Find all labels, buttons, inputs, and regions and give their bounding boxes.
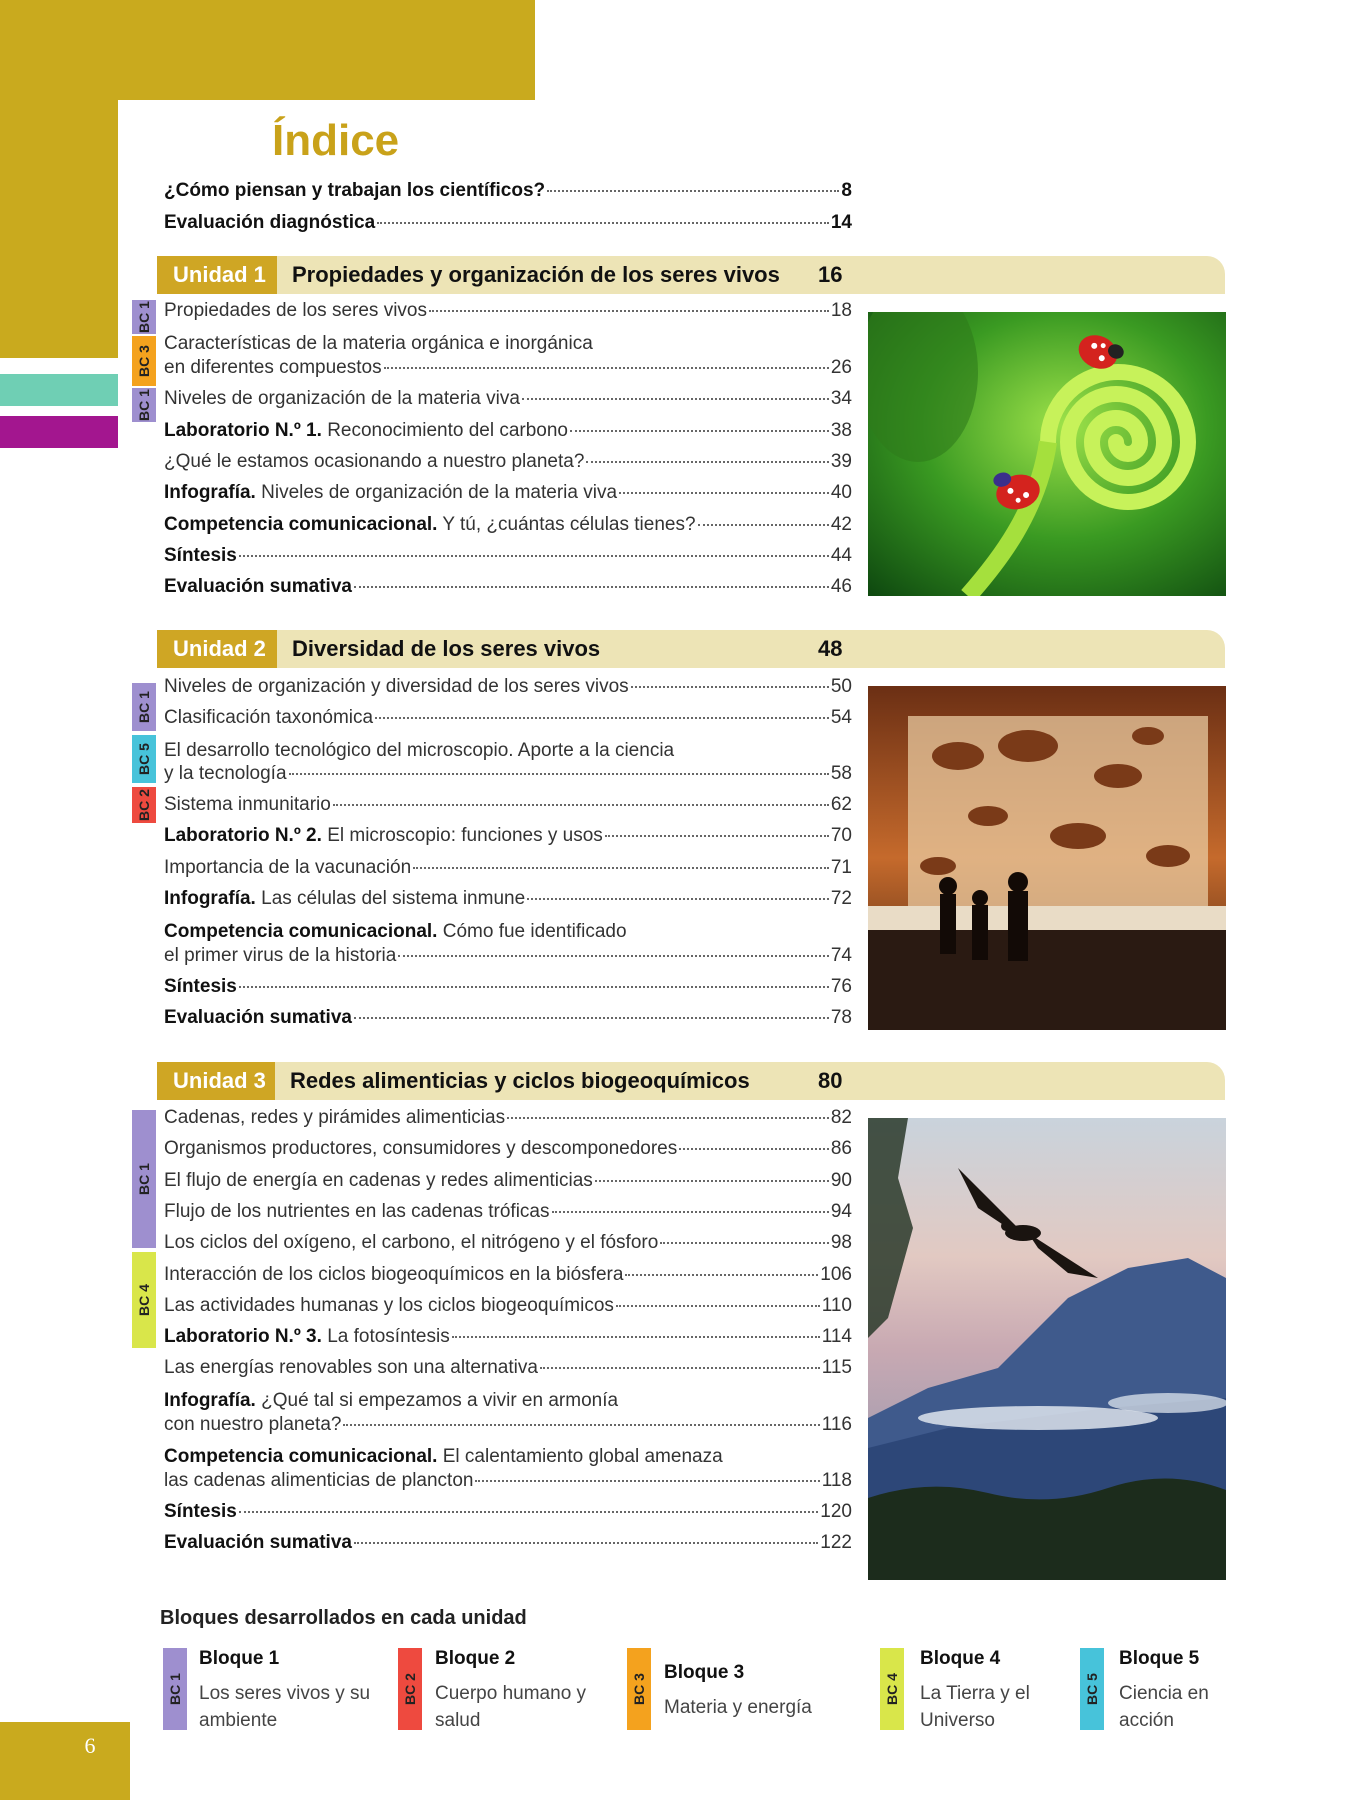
toc-label: Evaluación diagnóstica — [164, 212, 376, 233]
block-tag-bc1: BC 1 — [132, 388, 156, 422]
toc-row[interactable] — [164, 1414, 852, 1444]
block-tag-bc2: BC 2 — [132, 787, 156, 823]
toc-label: Las actividades humanas y los ciclos biogeoquímicos — [164, 1295, 614, 1316]
toc-row[interactable] — [164, 420, 852, 450]
legend-bar-bc2: BC 2 — [398, 1648, 422, 1730]
toc-page: 38 — [830, 420, 852, 441]
toc-page: 18 — [830, 300, 852, 321]
toc-label-bold: Competencia comunicacional. — [164, 514, 438, 535]
toc-leader — [384, 367, 829, 369]
toc-label: con nuestro planeta? — [164, 1414, 342, 1435]
toc-label-bold: Evaluación sumativa — [164, 1007, 352, 1028]
toc-leader — [413, 867, 829, 869]
toc-row[interactable] — [164, 357, 852, 387]
toc-leader — [698, 524, 829, 526]
toc-row[interactable] — [164, 300, 852, 330]
side-gold-strip — [0, 100, 118, 358]
toc-label-bold: Infografía. — [164, 888, 256, 909]
toc-page: 14 — [830, 212, 852, 233]
toc-leader — [527, 898, 829, 900]
toc-row[interactable] — [164, 1138, 852, 1168]
toc-page: 54 — [830, 707, 852, 728]
toc-label: Las células del sistema inmune — [261, 888, 526, 909]
toc-page: 78 — [830, 1007, 852, 1028]
toc-label: Flujo de los nutrientes en las cadenas tróficas — [164, 1201, 550, 1222]
toc-row[interactable] — [164, 794, 852, 824]
toc-row[interactable] — [164, 1007, 852, 1037]
toc-label: La fotosíntesis — [327, 1326, 450, 1347]
toc-row[interactable] — [164, 1532, 852, 1562]
legend-bar-bc1: BC 1 — [163, 1648, 187, 1730]
toc-row[interactable] — [164, 945, 852, 975]
toc-label-line1: Competencia comunicacional. Cómo fue identificado — [164, 921, 627, 942]
toc-leader — [289, 773, 829, 775]
toc-leader — [595, 1180, 829, 1182]
toc-page: 8 — [841, 180, 852, 201]
toc-page: 50 — [830, 676, 852, 697]
legend-title: Bloque 4 — [920, 1648, 1001, 1669]
toc-row[interactable] — [164, 180, 852, 210]
unit-1-page: 16 — [818, 262, 843, 287]
toc-page: 118 — [821, 1470, 852, 1491]
block-tag-bc3: BC 3 — [132, 336, 156, 386]
toc-page: 26 — [830, 357, 852, 378]
toc-row[interactable] — [164, 1264, 852, 1294]
legend-desc: La Tierra y el Universo — [920, 1683, 1030, 1731]
block-tag-bc1: BC 1 — [132, 300, 156, 334]
toc-label: las cadenas alimenticias de plancton — [164, 1470, 474, 1491]
toc-leader — [605, 835, 829, 837]
toc-row[interactable] — [164, 451, 852, 481]
unit-3-title: Redes alimenticias y ciclos biogeoquímicos — [290, 1068, 750, 1093]
toc-row[interactable] — [164, 825, 852, 855]
toc-page: 122 — [820, 1532, 852, 1553]
toc-label: en diferentes compuestos — [164, 357, 382, 378]
toc-label: ¿Cómo piensan y trabajan los científicos? — [164, 180, 546, 201]
toc-label: Niveles de organización y diversidad de los seres vivos — [164, 676, 629, 697]
toc-label-bold: Síntesis — [164, 1501, 237, 1522]
toc-page: 120 — [820, 1501, 852, 1522]
toc-label: Propiedades de los seres vivos — [164, 300, 427, 321]
page-number: 6 — [84, 1733, 96, 1758]
unit-2-page: 48 — [818, 636, 843, 661]
toc-label-bold: Síntesis — [164, 545, 237, 566]
toc-label: Organismos productores, consumidores y descomponedores — [164, 1138, 678, 1159]
museum-exhibit-photo — [868, 686, 1226, 1030]
toc-label-bold: Laboratorio N.º 3. — [164, 1326, 322, 1347]
toc-label-bold: Infografía. — [164, 482, 256, 503]
toc-row[interactable] — [164, 888, 852, 918]
toc-label: Reconocimiento del carbono — [327, 420, 568, 441]
legend-title: Bloque 1 — [199, 1648, 280, 1669]
toc-page: 115 — [821, 1357, 852, 1378]
toc-label: Niveles de organización de la materia viva — [164, 388, 520, 409]
toc-label: Cadenas, redes y pirámides alimenticias — [164, 1107, 506, 1128]
block-tag-bc1: BC 1 — [132, 1110, 156, 1248]
toc-page: 58 — [830, 763, 852, 784]
toc-row[interactable] — [164, 212, 852, 242]
toc-leader — [619, 492, 829, 494]
toc-row[interactable] — [164, 763, 852, 793]
ladybugs-fern-photo — [868, 312, 1226, 596]
block-tag-bc4: BC 4 — [132, 1252, 156, 1348]
toc-row[interactable] — [164, 514, 852, 544]
toc-row[interactable] — [164, 1232, 852, 1262]
toc-leader — [333, 804, 829, 806]
unit-1-tag: Unidad 1 — [157, 256, 277, 294]
unit-2-tag: Unidad 2 — [157, 630, 277, 668]
toc-leader — [398, 955, 829, 957]
toc-label: Interacción de los ciclos biogeoquímicos en la biósfera — [164, 1264, 624, 1285]
legend-desc: Cuerpo humano y salud — [435, 1683, 587, 1731]
toc-leader — [586, 461, 828, 463]
toc-leader — [570, 430, 829, 432]
toc-leader — [507, 1117, 829, 1119]
toc-label: Sistema inmunitario — [164, 794, 331, 815]
toc-row[interactable] — [164, 1357, 852, 1387]
toc-leader — [475, 1480, 819, 1482]
toc-page: 82 — [830, 1107, 852, 1128]
toc-leader — [540, 1367, 820, 1369]
toc-page: 72 — [830, 888, 852, 909]
toc-label-bold: Síntesis — [164, 976, 237, 997]
toc-label: Niveles de organización de la materia viva — [261, 482, 618, 503]
header-gold-block — [0, 0, 535, 100]
unit-3-page: 80 — [818, 1068, 843, 1093]
toc-page: 40 — [830, 482, 852, 503]
toc-row[interactable] — [164, 1107, 852, 1137]
toc-page: 42 — [830, 514, 852, 535]
toc-row[interactable] — [164, 1170, 852, 1200]
block-tag-bc5: BC 5 — [132, 735, 156, 783]
toc-leader — [239, 1511, 818, 1513]
toc-leader — [547, 190, 839, 192]
legend-title: Bloque 5 — [1119, 1648, 1200, 1669]
legend-desc: Materia y energía — [664, 1697, 812, 1718]
toc-leader — [522, 398, 829, 400]
toc-page: 44 — [830, 545, 852, 566]
toc-label: Y tú, ¿cuántas células tienes? — [442, 514, 696, 535]
toc-leader — [239, 986, 829, 988]
toc-label-bold: Laboratorio N.º 1. — [164, 420, 322, 441]
toc-label-line1: Infografía. ¿Qué tal si empezamos a vivir en armonía — [164, 1390, 619, 1411]
toc-page: 62 — [830, 794, 852, 815]
unit-1-title: Propiedades y organización de los seres vivos — [292, 262, 780, 287]
toc-label: Las energías renovables son una alternativa — [164, 1357, 538, 1378]
toc-page: 116 — [821, 1414, 852, 1435]
toc-label: y la tecnología — [164, 763, 287, 784]
toc-page: 70 — [830, 825, 852, 846]
toc-label: Clasificación taxonómica — [164, 707, 374, 728]
toc-row[interactable] — [164, 482, 852, 512]
toc-row[interactable] — [164, 576, 852, 606]
legend-heading: Bloques desarrollados en cada unidad — [160, 1607, 527, 1629]
unit-3-tag: Unidad 3 — [157, 1062, 275, 1100]
toc-page: 71 — [830, 857, 852, 878]
toc-page: 90 — [830, 1170, 852, 1191]
toc-row[interactable] — [164, 707, 852, 737]
toc-leader — [377, 222, 829, 224]
toc-leader — [239, 555, 829, 557]
toc-page: 98 — [830, 1232, 852, 1253]
toc-leader — [375, 717, 829, 719]
legend-bar-bc5: BC 5 — [1080, 1648, 1104, 1730]
unit-2-title: Diversidad de los seres vivos — [292, 636, 601, 661]
toc-row[interactable] — [164, 1295, 852, 1325]
toc-label-line1: El desarrollo tecnológico del microscopio. Aporte a la ciencia — [164, 740, 675, 761]
toc-page: 39 — [830, 451, 852, 472]
toc-page: 86 — [830, 1138, 852, 1159]
toc-row[interactable] — [164, 976, 852, 1006]
toc-page: 106 — [820, 1264, 852, 1285]
toc-label-line1: Características de la materia orgánica e inorgánica — [164, 333, 593, 354]
toc-label: Importancia de la vacunación — [164, 857, 412, 878]
toc-label-bold: Evaluación sumativa — [164, 1532, 352, 1553]
toc-label-bold: Laboratorio N.º 2. — [164, 825, 322, 846]
legend-desc: Los seres vivos y su ambiente — [199, 1683, 371, 1731]
side-teal-strip — [0, 374, 118, 406]
condor-mountains-photo — [868, 1118, 1226, 1580]
toc-page: 46 — [830, 576, 852, 597]
page-title: Índice — [272, 116, 400, 165]
toc-label: El flujo de energía en cadenas y redes alimenticias — [164, 1170, 593, 1191]
legend-title: Bloque 3 — [664, 1662, 745, 1683]
toc-leader — [452, 1336, 820, 1338]
toc-row[interactable] — [164, 1501, 852, 1531]
toc-leader — [354, 1542, 818, 1544]
block-tag-bc1: BC 1 — [132, 683, 156, 731]
toc-page: 94 — [830, 1201, 852, 1222]
toc-leader — [354, 1017, 829, 1019]
legend-bar-bc3: BC 3 — [627, 1648, 651, 1730]
toc-page: 34 — [830, 388, 852, 409]
toc-leader — [343, 1424, 819, 1426]
toc-row[interactable] — [164, 1326, 852, 1356]
legend-title: Bloque 2 — [435, 1648, 516, 1669]
toc-label: el primer virus de la historia — [164, 945, 397, 966]
toc-label-bold: Evaluación sumativa — [164, 576, 352, 597]
toc-leader — [631, 686, 829, 688]
toc-row[interactable] — [164, 857, 852, 887]
toc-page: 76 — [830, 976, 852, 997]
legend-desc: Ciencia en acción — [1119, 1683, 1209, 1731]
toc-page: 74 — [830, 945, 852, 966]
toc-leader — [616, 1305, 820, 1307]
toc-label-line1: Competencia comunicacional. El calentamiento global amenaza — [164, 1446, 723, 1467]
toc-leader — [625, 1274, 818, 1276]
toc-label: ¿Qué le estamos ocasionando a nuestro planeta? — [164, 451, 585, 472]
toc-label: El microscopio: funciones y usos — [327, 825, 603, 846]
toc-leader — [552, 1211, 829, 1213]
toc-page: 110 — [821, 1295, 852, 1316]
toc-row[interactable] — [164, 1470, 852, 1500]
toc-leader — [679, 1148, 829, 1150]
toc-row[interactable] — [164, 1201, 852, 1231]
toc-row[interactable] — [164, 388, 852, 418]
legend-bar-bc4: BC 4 — [880, 1648, 904, 1730]
side-magenta-strip — [0, 416, 118, 448]
toc-row[interactable] — [164, 676, 852, 706]
toc-page: 114 — [821, 1326, 852, 1347]
toc-row[interactable] — [164, 545, 852, 575]
toc-leader — [354, 586, 829, 588]
toc-leader — [660, 1242, 829, 1244]
toc-leader — [429, 310, 829, 312]
toc-label: Los ciclos del oxígeno, el carbono, el nitrógeno y el fósforo — [164, 1232, 659, 1253]
